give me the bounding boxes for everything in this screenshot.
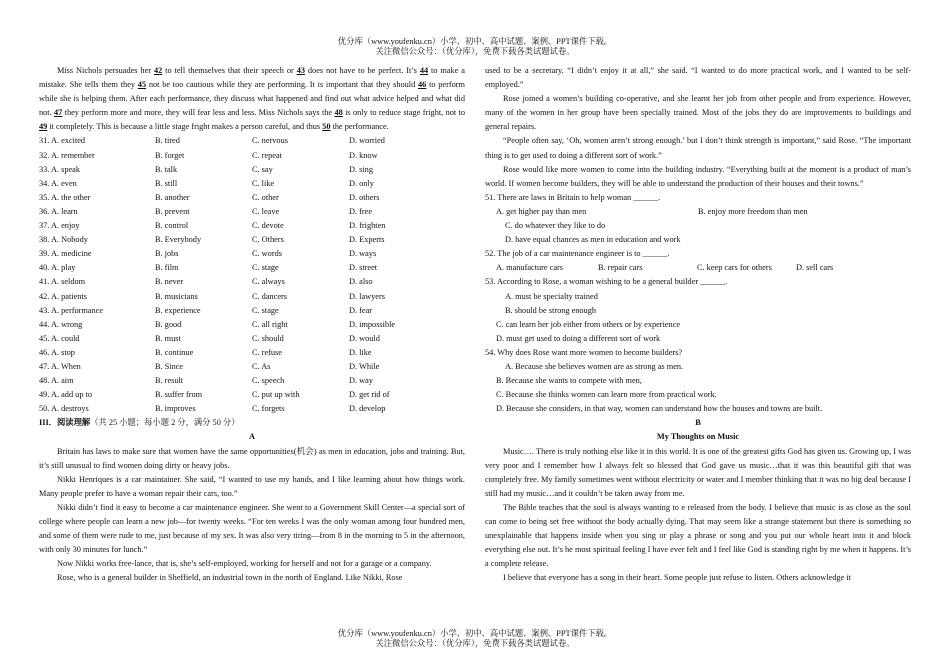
choice-option: D. only xyxy=(349,178,374,188)
choice-option: C. repeat xyxy=(252,150,282,160)
footer-line-2: 关注微信公众号：（优分库），免费下载各类试题试卷。 xyxy=(375,639,575,649)
choice-option: D. street xyxy=(349,263,378,273)
choice-option: C. leave xyxy=(252,206,280,216)
left-column xyxy=(39,64,465,585)
choice-option: 33. A. speak xyxy=(39,164,81,174)
passage-paragraph: “People often say, ‘Oh, women aren’t strong enough.’ but I don’t think strength is important,” said Rose. “The important thing is to get used to doing a different sort of work.” xyxy=(485,136,911,160)
choice-option: D. like xyxy=(349,347,372,357)
blank-48: 48 xyxy=(334,108,343,118)
footer-line-1: 优分库（www.youfenku.cn）小学、初中、高中试题、案例、PPT课件下载。 xyxy=(337,629,613,638)
choice-option: 32. A. remember xyxy=(39,150,95,160)
choice-option: B. never xyxy=(155,277,184,287)
choice-option: B. tired xyxy=(155,136,180,146)
choices-grid xyxy=(39,134,465,416)
choice-option: 38. A. Nobody xyxy=(39,235,88,245)
page-header xyxy=(0,37,950,58)
cloze-paragraph xyxy=(39,64,465,134)
choice-option: C. say xyxy=(252,164,273,174)
choice-option: 35. A. the other xyxy=(39,192,91,202)
choice-option: D. worried xyxy=(349,136,385,146)
option: C. can learn her job either from others or by experience xyxy=(496,319,681,329)
cloze-text: the performance. xyxy=(330,122,389,132)
question-53: 53. According to Rose, a woman wishing to be a general builder ______. xyxy=(485,277,728,287)
choice-option: B. still xyxy=(155,178,178,188)
choice-option: C. stage xyxy=(252,305,279,315)
choice-option: D. would xyxy=(349,333,380,343)
choice-option: B. must xyxy=(155,333,181,343)
choice-option: 47. A. When xyxy=(39,361,81,371)
choice-option: C. speech xyxy=(252,376,285,386)
choice-option: D. get rid of xyxy=(349,390,390,400)
option: B. Because she wants to compete with men, xyxy=(496,376,642,386)
cloze-text: is only to reduce stage fright, not to xyxy=(342,108,465,118)
choice-option: C. forgets xyxy=(252,404,285,414)
option: D. sell cars xyxy=(796,263,834,273)
section-heading xyxy=(39,416,465,430)
blank-42: 42 xyxy=(153,66,163,75)
option: A. get higher pay than men xyxy=(496,206,587,216)
option: B. should be strong enough xyxy=(505,305,597,315)
cloze-text: they perform more and more, they will fear less and less. Miss Nichols says the xyxy=(62,108,335,118)
cloze-text: to tell themselves that their speech or xyxy=(162,66,297,75)
choice-option: 36. A. learn xyxy=(39,206,78,216)
cloze-text: to perform while she is helping them. After each performance, they discuss what happened and find out what advice helped and what did not. xyxy=(39,80,465,118)
choice-option: C. dancers xyxy=(252,291,288,301)
option: D. have equal chances as men in education and work xyxy=(505,235,681,245)
cloze-text: to make a mistake. She tells them they xyxy=(39,66,465,90)
choice-option: C. refuse xyxy=(252,347,282,357)
choice-option: 48. A. aim xyxy=(39,376,74,386)
choice-option: B. result xyxy=(155,376,184,386)
blank-43: 43 xyxy=(296,66,305,75)
choice-option: C. nervous xyxy=(252,136,288,146)
choice-option: D. ways xyxy=(349,249,377,259)
passage-paragraph: Now Nikki works free-lance, that is, she’s self-employed, working for herself and not for a garage or a company. xyxy=(57,559,432,569)
choice-option: B. prevent xyxy=(155,206,190,216)
choice-option: B. improves xyxy=(155,404,196,414)
blank-46: 46 xyxy=(418,80,427,90)
choice-option: D. fear xyxy=(349,305,373,315)
option: A. must be specialty trained xyxy=(505,291,598,301)
choice-option: D. impossible xyxy=(349,319,396,329)
choice-option: 41. A. seldom xyxy=(39,277,86,287)
choice-option: 45. A. could xyxy=(39,333,80,343)
choice-option: 40. A. play xyxy=(39,263,76,273)
choice-option: C. As xyxy=(252,361,271,371)
cloze-text: does not have to be perfect. It’s xyxy=(304,66,420,75)
passage-paragraph: Nikki didn’t find it easy to become a car maintenance engineer. She went to a Government Skill Center—a special sort of college where people can learn a new job—for twenty weeks. “For ten weeks I was the only woman among four hundred men, and some of them were rude to me, just because of my sex. It was also very tiring—from 8 in the morning to 5 in the afternoon, with only 30 minutes for lunch.” xyxy=(39,502,465,555)
question-51-options xyxy=(485,205,911,219)
blank-45: 45 xyxy=(137,80,147,90)
choice-option: B. musicians xyxy=(155,291,198,301)
choice-option: B. Since xyxy=(155,361,184,371)
choice-option: D. frighten xyxy=(349,221,386,231)
header-line-1: 优分库（www.youfenku.cn）小学、初中、高中试题、案例、PPT课件下载。 xyxy=(337,37,613,46)
choice-option: B. control xyxy=(155,221,189,231)
choice-option: B. another xyxy=(155,192,190,202)
choice-option: D. While xyxy=(349,361,380,371)
passage-paragraph: Music…. There is truly nothing else like it in this world. It is one of the greatest gifts God has given us. Growing up, I was very poor and I remember how I always felt so blessed that God gave us music…that it was this beautiful gift that was completely free. My family sometimes went without electricity or water and I member thinking that it was no big deal because I still had my music…and it couldn’t be taken away from me. xyxy=(485,446,911,498)
option: D. must get used to doing a different sort of work xyxy=(496,333,661,343)
question-52: 52. The job of a car maintenance engineer is to ______. xyxy=(485,249,670,259)
passage-a-label: A xyxy=(249,432,255,442)
choice-option: D. sing xyxy=(349,164,373,174)
choice-option: C. put up with xyxy=(252,390,300,400)
choice-option: B. suffer from xyxy=(155,390,203,400)
choice-option: B. jobs xyxy=(155,249,179,259)
header-line-2: 关注微信公众号：（优分库），免费下载各类试题试卷。 xyxy=(375,47,575,57)
choice-option: D. Experts xyxy=(349,235,385,245)
choice-option: 44. A. wrong xyxy=(39,319,83,329)
option: A. Because she believes women are as strong as men. xyxy=(505,361,684,371)
option: B. enjoy more freedom than men xyxy=(698,206,808,216)
blank-49: 49 xyxy=(39,122,48,132)
choice-option: D. also xyxy=(349,277,373,287)
option: B. repair cars xyxy=(598,263,643,273)
choice-option: D. lawyers xyxy=(349,291,385,301)
cloze-text: it completely. This is because a little stage fright makes a person careful, and thus xyxy=(47,122,323,132)
passage-paragraph: I believe that everyone has a song in their heart. Some people just refuse to listen. Others acknowledge it xyxy=(503,573,851,583)
choice-option: B. experience xyxy=(155,305,201,315)
cloze-text: Miss Nichols persuades her xyxy=(57,66,154,75)
blank-50: 50 xyxy=(322,122,331,132)
passage-paragraph: Rose joined a women’s building co-operative, and she learnt her job from other people and from experience. However, many of the women in her group have been specially trained. Most of the jobs they do are improvements to buildings and general repairs. xyxy=(485,94,911,132)
choice-option: 50. A. destroys xyxy=(39,404,89,414)
choice-option: C. words xyxy=(252,249,282,259)
question-54: 54. Why does Rose want more women to become builders? xyxy=(485,347,683,357)
page-footer xyxy=(0,629,950,650)
choice-option: 34. A. even xyxy=(39,178,77,188)
choice-option: D. know xyxy=(349,150,378,160)
choice-option: B. film xyxy=(155,263,179,273)
passage-paragraph: Rose would like more women to come into the building industry. “Everything built at the moment is a product of man’s world. If women become builders, they will be able to understand the production of their houses and their towns.” xyxy=(485,164,911,188)
cloze-text: not be too cautious while they are performing. It is important that they should xyxy=(146,80,419,90)
choice-option: C. always xyxy=(252,277,285,287)
passage-paragraph: Nikki Henriques is a car maintainer. She said, “I wanted to use my hands, and I like learning about how things work. Many people prefer to have a woman repair their cars, too.” xyxy=(39,474,465,498)
choice-option: C. like xyxy=(252,178,275,188)
choice-option: D. free xyxy=(349,206,373,216)
choice-option: D. way xyxy=(349,376,373,386)
choice-option: D. develop xyxy=(349,404,386,414)
choice-option: 31. A. excited xyxy=(39,136,86,146)
option: C. Because she thinks women can learn more from practical work. xyxy=(496,390,717,400)
option: C. do whatever they like to do xyxy=(505,221,606,231)
passage-b-title: My Thoughts on Music xyxy=(656,432,740,442)
blank-47: 47 xyxy=(54,108,63,118)
choice-option: C. Others xyxy=(252,235,284,245)
choice-option: C. all right xyxy=(252,319,288,329)
choice-option: 39. A. medicine xyxy=(39,249,92,259)
passage-paragraph: used to be a secretary. “I didn’t enjoy it at all,” she said. “I wanted to do more practical work, and I wanted to be self-employed.” xyxy=(485,66,911,90)
choice-option: 49. A. add up to xyxy=(39,390,93,400)
question-51: 51. There are laws in Britain to help woman ______. xyxy=(485,192,661,202)
option: C. keep cars for others xyxy=(697,263,772,273)
choice-option: B. good xyxy=(155,319,182,329)
choice-option: C. other xyxy=(252,192,279,202)
choice-option: 46. A. stop xyxy=(39,347,75,357)
choice-option: C. devote xyxy=(252,221,284,231)
passage-b-label: B xyxy=(695,418,701,428)
section-note: （共 25 小题；每小题 2 分，满分 50 分） xyxy=(90,418,240,428)
passage-paragraph: The Bible teaches that the soul is always wanting to e released from the body. I believe that music is as close as the soul can come to being set free without the body actually dying. That may seem like a strange statement but there is something so unexplainable that happens inside when you sing or play a phrase or song and you put our whole heart into it and block everything else out. It’s he most spiritual feeling I have ever felt and I feel like God is standing right by me when it happens. It’s a complete release. xyxy=(485,502,911,569)
choice-option: 37. A. enjoy xyxy=(39,221,80,231)
choice-option: D. others xyxy=(349,192,380,202)
section-title: III．阅读理解 xyxy=(39,418,91,428)
blank-44: 44 xyxy=(419,66,429,75)
choice-option: B. continue xyxy=(155,347,194,357)
choice-option: 43. A. performance xyxy=(39,305,104,315)
passage-paragraph: Rose, who is a general builder in Sheffield, an industrial town in the north of England. Like Nikki, Rose xyxy=(57,573,403,583)
option: D. Because she considers, in that way, women can understand how the houses and towns are built. xyxy=(496,404,823,414)
choice-option: C. should xyxy=(252,333,284,343)
choice-option: B. talk xyxy=(155,164,178,174)
passage-paragraph: Britain has laws to make sure that women have the same opportunities(机会) as men in education, jobs and training. But, it’s still unusual to find women doing dirty or heavy jobs. xyxy=(39,446,465,470)
right-column xyxy=(485,64,911,585)
choice-option: B. Everybody xyxy=(155,235,202,245)
question-52-options xyxy=(485,261,911,275)
choice-option: C. stage xyxy=(252,263,279,273)
choice-option: 42. A. patients xyxy=(39,291,87,301)
choice-option: B. forget xyxy=(155,150,185,160)
option: A. manufacture cars xyxy=(496,263,564,273)
